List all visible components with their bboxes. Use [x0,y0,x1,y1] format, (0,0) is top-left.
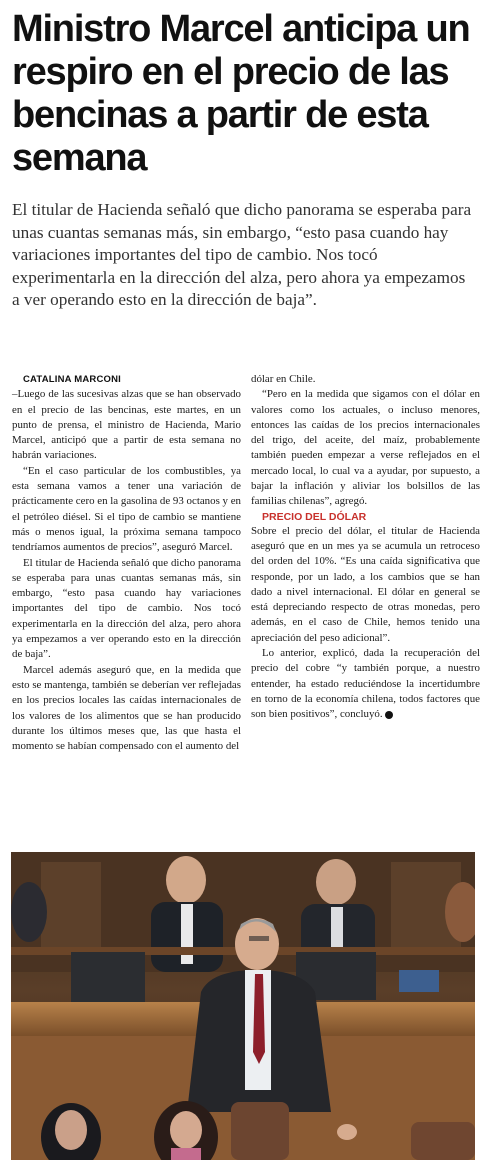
paragraph: Marcel además aseguró que, en la medida que esto se mantenga, también se deberían ver reflejadas en los precios locales las caídas internacionales de los valores de los alimentos que se han producido durante los últimos meses que, las que hasta el momento se habían compensado con el aumento del [12,663,241,753]
article-deck: El titular de Hacienda señaló que dicho panorama se esperaba para unas cuantas semanas más, sin embargo, “esto pasa cuando hay variaciones importantes del tipo de cambio. Nos tocó experimentarla en la dirección del alza, pero ahora ya empezamos a ver operando esto en la dirección de baja”. [12,200,472,310]
paragraph: “En el caso particular de los combustibles, ya esta semana vamos a tener una variación de prácticamente cero en la gasolina de 93 octanos y en el petróleo diésel. Si el tipo de cambio se mantiene más o menos igual, la próxima semana tampoco tendríamos aumentos de precios”, aseguró Marcel. [12,464,241,554]
paragraph-last [251,646,480,722]
paragraph: Sobre el precio del dólar, el titular de Hacienda aseguró que en un mes ya se acumula un retroceso del orden del 10%. “Es una caída significativa que responde, por un lado, a los cambios que se han dado a nivel internacional. El dólar en general se está depreciando respecto de otras monedas, pero además, en el caso de Chile, hemos tenido una apreciación del peso adicional”. [251,524,480,644]
left-column [12,372,241,754]
paragraph: dólar en Chile. [251,373,316,385]
right-column [251,372,480,723]
headline: Ministro Marcel anticipa un respiro en el precio de las bencinas a partir de esta semana [12,8,470,179]
byline: CATALINA MARCONI [23,374,122,385]
article-photo [11,852,475,1160]
paragraph: El titular de Hacienda señaló que dicho panorama se esperaba para unas cuantas semanas más, sin embargo, “esto pasa cuando hay variaciones importantes del tipo de cambio. Nos tocó experimentarla en la dirección del alza, pero ahora ya empezamos a ver operando esto en la dirección de baja”. [12,556,241,661]
section-subhead: PRECIO DEL DÓLAR [262,510,367,523]
paragraph: –Luego de las sucesivas alzas que se han observado en el precio de las bencinas, este martes, en un punto de prensa, el ministro de Hacienda, Mario Marcel, anticipó que a partir de esta semana no habrán variaciones. [12,388,241,462]
publication-end-mark-icon: P [385,711,393,719]
paragraph-text: Lo anterior, explicó, dada la recuperación del precio del cobre “y también porque, a nuestro entender, ha estado reduciéndose la incertidumbre en torno de la economía chilena, todos factores que son bien positivos”, concluyó. [251,647,480,721]
paragraph: “Pero en la medida que sigamos con el dólar en valores como los actuales, o incluso menores, entonces las caídas de los precios internacionales del trigo, del aceite, del maíz, probablemente también pueden empezar a verse reflejados en el mercado local, lo cual va a ayudar, por supuesto, a bajar la inflación y aliviar los bolsillos de las familias chilenas”, agregó. [251,388,480,508]
